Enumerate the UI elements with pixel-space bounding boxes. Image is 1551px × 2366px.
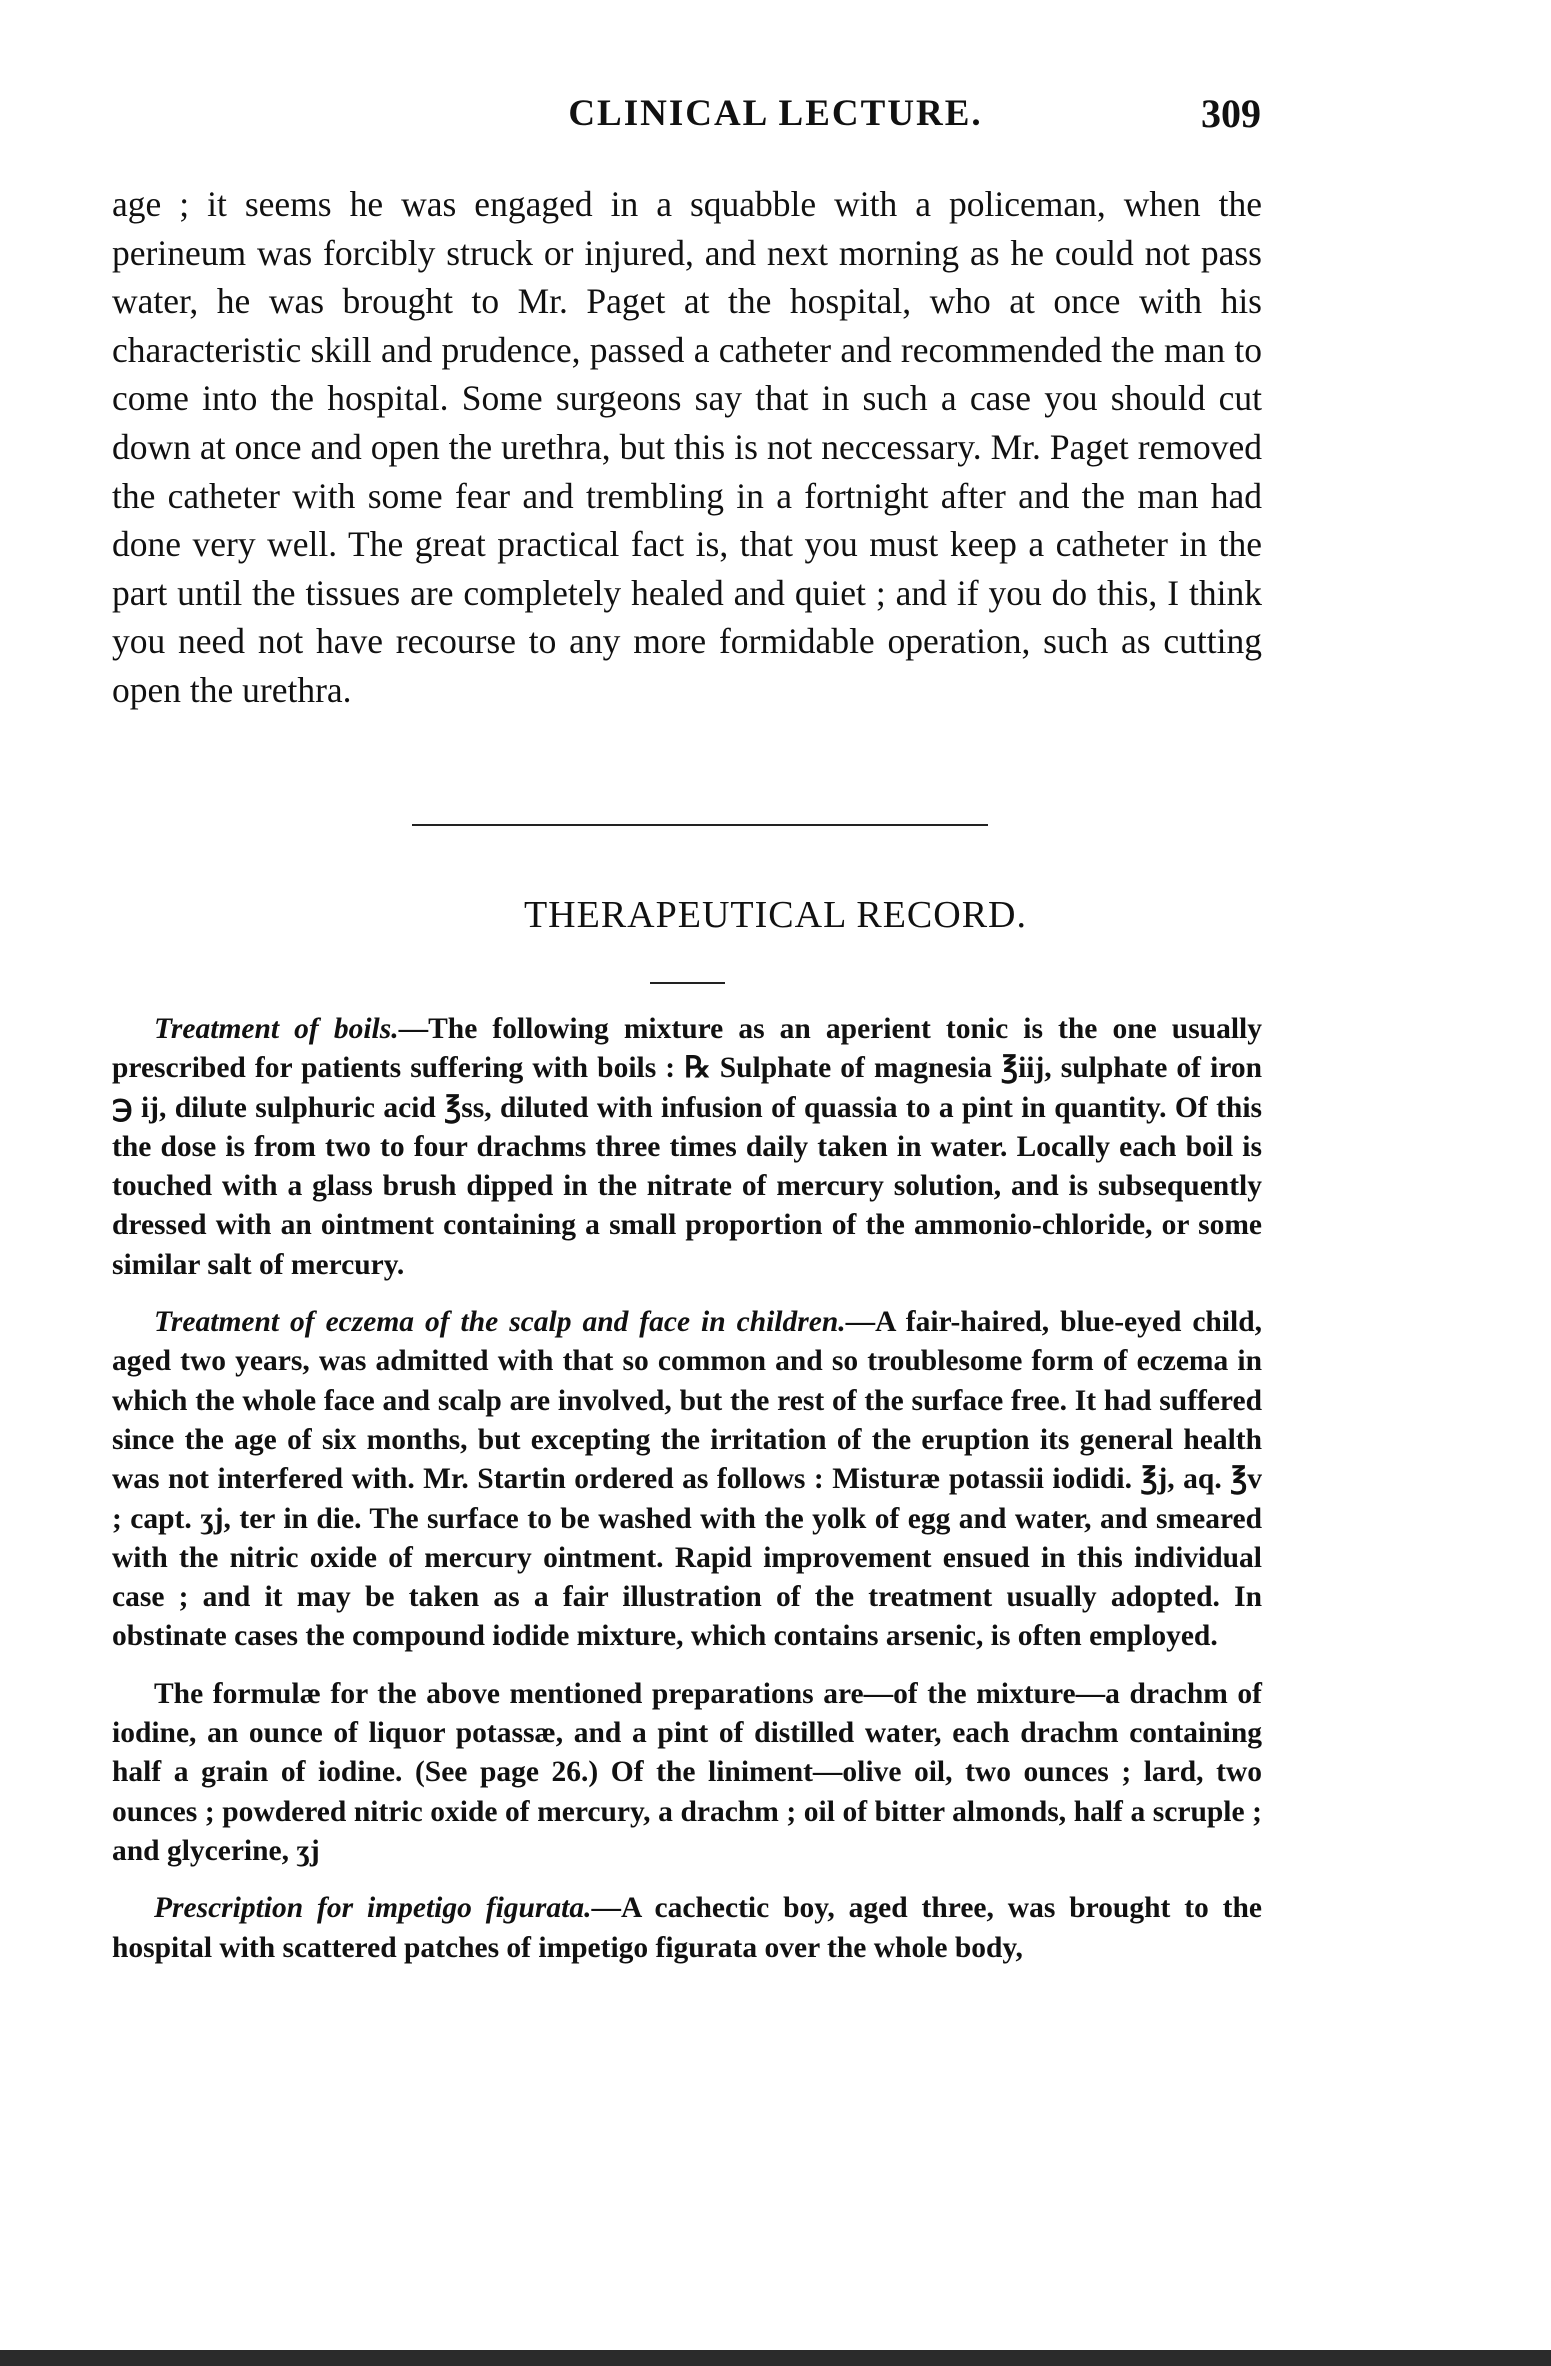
section-divider (412, 824, 988, 826)
entry-title: Treatment of boils. (154, 1013, 399, 1045)
entry-text: The formulæ for the above mentioned preparations are—of the mixture—a drachm of iodine, an ounce of liquor potassæ, and a pint of distilled water, each drachm containing half a grain of iodine. (See page 26.) Of the liniment—olive oil, two ounces ; lard, two ounces ; powdered nitric oxide of mercury, a drachm ; oil of bitter almonds, half a scruple ; and glycerine, ʒj (112, 1677, 1262, 1867)
running-title: CLINICAL LECTURE. (568, 93, 983, 134)
entry-text: —A fair-haired, blue-eyed child, aged two years, was admitted with that so common and so troublesome form of eczema in which the whole face and scalp are involved, but the rest of the surface free. It had suffered since the age of six months, but excepting the irritation of the eruption its general health was not interfered with. Mr. Startin ordered as follows : Misturæ potassii iodidi. ℥j, aq. ℥v ; capt. ʒj, ter in die. The surface to be washed with the yolk of egg and water, and smeared with the nitric oxide of mercury ointment. Rapid improvement ensued in this individual case ; and it may be taken as a fair illustration of the treatment usually adopted. In obstinate cases the compound iodide mixture, which contains arsenic, is often employed. (112, 1306, 1263, 1653)
running-head (0, 92, 1551, 142)
section-heading: THERAPEUTICAL RECORD. (523, 894, 1028, 936)
record-entry-boils (112, 1010, 1262, 1285)
heading-rule (650, 982, 725, 984)
page-number: 309 (1201, 91, 1261, 136)
record-entry-eczema (112, 1303, 1262, 1657)
record-entry-formulae (112, 1675, 1262, 1871)
entry-text: —A cachectic boy, aged three, was brought to the hospital with scattered patches of impetigo figurata over the whole body, (112, 1892, 1262, 1964)
therapeutical-record (112, 1010, 1262, 1986)
entry-title: Treatment of eczema of the scalp and face in children. (154, 1306, 846, 1339)
scan-bottom-edge (0, 2350, 1551, 2366)
lecture-tail-paragraph: age ; it seems he was engaged in a squabble with a policeman, when the perineum was forcibly struck or injured, and next morning as he could not pass water, he was brought to Mr. Paget at the hospital, who at once with his characteristic skill and prudence, passed a catheter and recommended the man to come into the hospital. Some surgeons say that in such a case you should cut down at once and open the urethra, but this is not neccessary. Mr. Paget removed the catheter with some fear and trembling in a fortnight after and the man had done very well. The great practical fact is, that you must keep a catheter in the part until the tissues are completely healed and quiet ; and if you do this, I think you need not have recourse to any more formidable operation, such as cutting open the urethra. (112, 184, 1262, 710)
entry-title: Prescription for impetigo figurata. (154, 1892, 592, 1925)
entry-text: —The following mixture as an aperient tonic is the one usually prescribed for patients suffering with boils : ℞ Sulphate of magnesia ℥iij, sulphate of iron ℈ ij, dilute sulphuric acid ℥ss, diluted with infusion of quassia to a pint in quantity. Of this the dose is from two to four drachms three times daily taken in water. Locally each boil is touched with a glass brush dipped in the nitrate of mercury solution, and is subsequently dressed with an ointment containing a small proportion of the ammonio-chloride, or some similar salt of mercury. (112, 1013, 1262, 1281)
record-entry-impetigo (112, 1889, 1262, 1968)
